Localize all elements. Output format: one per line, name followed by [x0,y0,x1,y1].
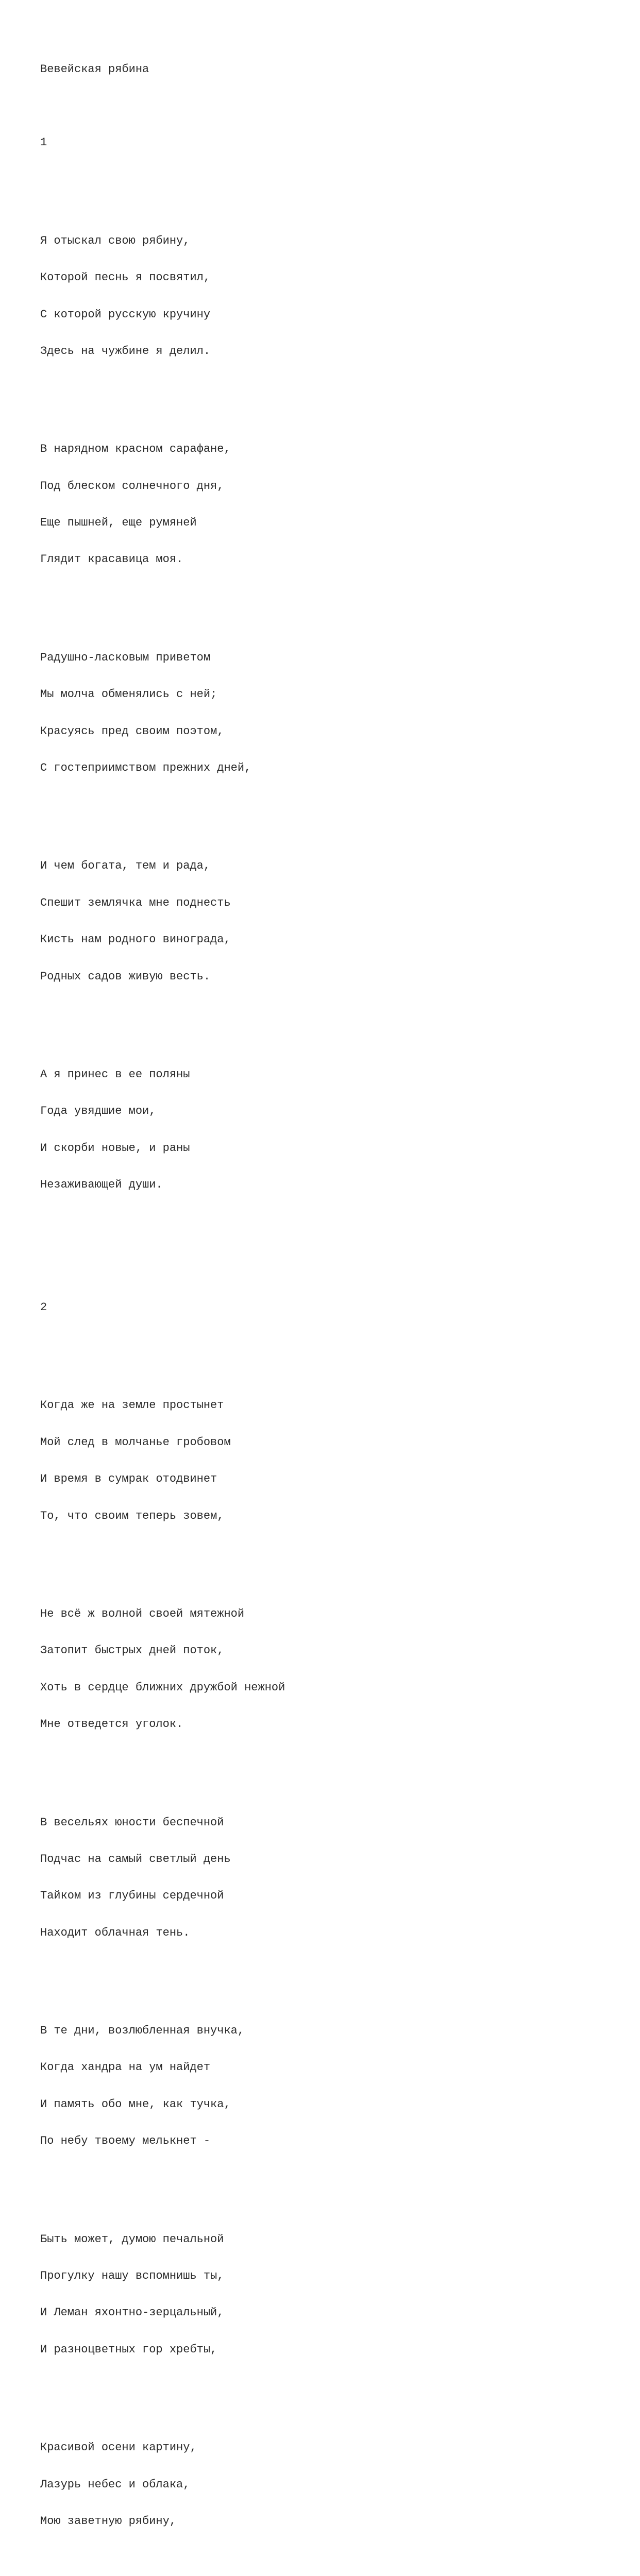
stanza [40,419,555,590]
poem-title: Вевейская рябина [40,62,149,76]
verse-line: И память обо мне, как тучка, [40,2097,231,2111]
verse-line: Которой песнь я посвятил, [40,271,211,284]
stanza [40,2209,555,2380]
verse-line: И скорби новые, и раны [40,1141,190,1155]
verse-line: Незаживающей души. [40,1178,163,1192]
verse-line: Не всё ж волной своей мятежной [40,1607,245,1620]
verse-line: Прогулку нашу вспомнишь ты, [40,2269,224,2283]
verse-line: Подчас на самый светлый день [40,1852,231,1866]
part-number: 2 [40,1301,47,1314]
verse-line: В весельях юности беспечной [40,1816,224,1829]
verse-line: Радушно-ласковым приветом [40,651,211,664]
verse-line: И чем богата, тем и рада, [40,859,211,873]
verse-line: Красивой осени картину, [40,2441,197,2454]
verse-line: Быть может, думою печальной [40,2232,224,2246]
verse-line: Я отыскал свою рябину, [40,234,190,247]
verse-line: Под блеском солнечного дня, [40,479,224,493]
verse-line: Кисть нам родного винограда, [40,933,231,946]
verse-line: И разноцветных гор хребты, [40,2343,217,2356]
verse-line: Красуясь пред своим поэтом, [40,724,224,738]
verse-line: Тайком из глубины сердечной [40,1889,224,1903]
verse-line: Затопит быстрых дней поток, [40,1644,224,1657]
stanza [40,1044,555,1215]
poem-part [40,186,555,1241]
verse-line: Глядит красавица моя. [40,553,183,566]
verse-line: В нарядном красном сарафане, [40,443,231,456]
poem-page [40,39,555,2576]
stanza [40,210,555,382]
stanza [40,1583,555,1755]
stanza [40,2001,555,2172]
verse-line: Мой след в молчанье гробовом [40,1435,231,1449]
verse-line: Спешит землячка мне поднесть [40,896,231,909]
verse-line: Лазурь небес и облака, [40,2478,190,2491]
verse-line: В те дни, возлюбленная внучка, [40,2024,245,2038]
verse-line: Хоть в сердце ближних дружбой нежной [40,1681,285,1694]
verse-line: С которой русскую кручину [40,308,211,321]
verse-line: С гостеприимством прежних дней, [40,761,251,775]
verse-line: Мою заветную рябину, [40,2514,177,2528]
stanza [40,2417,555,2552]
stanza [40,836,555,1007]
poem-part [40,1350,555,2576]
verse-line: То, что своим теперь зовем, [40,1509,224,1522]
verse-line: Года увядшие мои, [40,1105,156,1118]
verse-line: Мы молча обменялись с ней; [40,688,217,701]
verse-line: И Леман яхонтно-зерцальный, [40,2306,224,2319]
verse-line: А я принес в ее поляны [40,1067,190,1081]
verse-line: И время в сумрак отодвинет [40,1472,217,1486]
verse-line: Находит облачная тень. [40,1926,190,1939]
verse-line: Здесь на чужбине я делил. [40,344,211,358]
verse-line: Еще пышней, еще румяней [40,516,197,530]
stanza [40,1792,555,1963]
part-number: 1 [40,136,47,149]
verse-line: Мне отведется уголок. [40,1718,183,1731]
verse-line: Родных садов живую весть. [40,970,211,983]
stanza [40,627,555,799]
verse-line: По небу твоему мелькнет - [40,2134,211,2148]
stanza [40,1375,555,1547]
verse-line: Когда хандра на ум найдет [40,2061,211,2074]
verse-line: Когда же на земле простынет [40,1399,224,1412]
